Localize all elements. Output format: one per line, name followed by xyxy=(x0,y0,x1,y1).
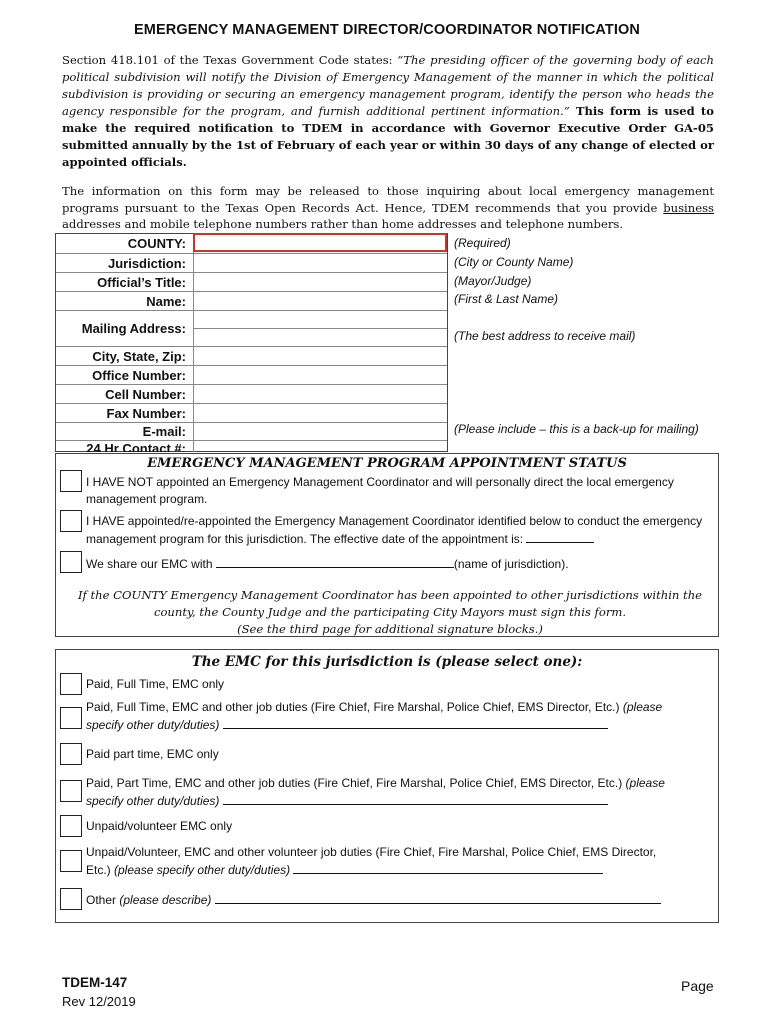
hint-county: (Required) xyxy=(454,236,511,250)
field-row-jurisdiction xyxy=(56,253,447,272)
intro-quote: “The presiding officer of the governing body of each political subdivision will notify the Division of Emergency Management of the manner in which the political subdivision is providing or securing an emergency management program, identify the person who heads the agency responsible for the program, and furnish additional pertinent information.” xyxy=(62,53,715,118)
office-number-input[interactable] xyxy=(193,366,447,384)
other-label xyxy=(86,891,716,909)
opt4-duties-line[interactable] xyxy=(223,792,608,805)
field-label: Office Number: xyxy=(92,368,186,383)
county-note-line2: county, the County Judge and the participating City Mayors must sign this form. xyxy=(153,605,627,619)
not-appointed-checkbox[interactable] xyxy=(60,470,82,492)
shared-emc-label xyxy=(86,555,711,573)
fax-number-input[interactable] xyxy=(193,404,447,422)
intro-lead: Section 418.101 of the Texas Government Code states: xyxy=(62,53,398,67)
records-paragraph xyxy=(62,183,714,233)
shared-emc-suffix: (name of jurisdiction). xyxy=(453,557,569,571)
form-title: EMERGENCY MANAGEMENT DIRECTOR/COORDINATOR NOTIFICATION xyxy=(134,22,640,38)
opt4-specify: specify other duty/duties) xyxy=(86,794,220,808)
revision-date: Rev 12/2019 xyxy=(62,994,136,1009)
hint-mailing: (The best address to receive mail) xyxy=(454,329,636,343)
effective-date-line[interactable] xyxy=(526,530,594,543)
field-row-name xyxy=(56,291,447,310)
shared-jurisdiction-line[interactable] xyxy=(216,555,454,568)
opt4-text: Paid, Part Time, EMC and other job duties (Fire Chief, Fire Marshal, Police Chief, EMS Director, Etc.) xyxy=(86,776,623,790)
field-label: COUNTY: xyxy=(127,236,186,251)
hint-jurisdiction: (City or County Name) xyxy=(454,255,574,269)
paid-parttime-duties-label xyxy=(86,775,716,810)
field-label: City, State, Zip: xyxy=(92,349,186,364)
paid-parttime-label: Paid part time, EMC only xyxy=(86,747,219,761)
field-label: E-mail: xyxy=(142,424,186,439)
not-appointed-label: I HAVE NOT appointed an Emergency Management Coordinator and will personally direct the local emergency management program. xyxy=(86,475,674,506)
hint-email: (Please include – this is a back-up for mailing) xyxy=(454,422,699,436)
records-text-a: The information on this form may be released to those inquiring about local emergency management programs pursuant to the Texas Open Records Act. Hence, TDEM recommends that you provide xyxy=(62,184,714,215)
jurisdiction-input[interactable] xyxy=(193,254,447,272)
other-describe-line[interactable] xyxy=(215,891,661,904)
paid-parttime-duties-checkbox[interactable] xyxy=(60,780,82,802)
hint-name: (First & Last Name) xyxy=(454,292,559,306)
mailing-address-input[interactable] xyxy=(193,311,447,346)
field-row-24hr xyxy=(56,440,447,452)
other-checkbox[interactable] xyxy=(60,888,82,910)
shared-emc-text: We share our EMC with xyxy=(86,557,213,571)
field-label: Mailing Address: xyxy=(81,321,186,336)
field-label: Fax Number: xyxy=(106,406,186,421)
official-title-input[interactable] xyxy=(193,273,447,291)
paid-fulltime-duties-checkbox[interactable] xyxy=(60,707,82,729)
opt7-describe: (please describe) xyxy=(119,893,212,907)
unpaid-duties-checkbox[interactable] xyxy=(60,850,82,872)
paid-parttime-checkbox[interactable] xyxy=(60,743,82,765)
intro-paragraph xyxy=(62,52,714,171)
field-label: Cell Number: xyxy=(105,387,186,402)
field-row-email xyxy=(56,422,447,440)
appointed-text: I HAVE appointed/re-appointed the Emergency Management Coordinator identified below to conduct the emergency management program for this jurisdiction. The effective date of the appointment is: xyxy=(86,514,703,546)
unpaid-checkbox[interactable] xyxy=(60,815,82,837)
official-info-table xyxy=(55,233,448,452)
field-label: Name: xyxy=(146,294,186,309)
county-input-focus[interactable] xyxy=(193,233,447,252)
email-input[interactable] xyxy=(193,423,447,440)
paid-fulltime-checkbox[interactable] xyxy=(60,673,82,695)
field-row-office xyxy=(56,365,447,384)
opt2-specify: specify other duty/duties) xyxy=(86,718,220,732)
field-row-city xyxy=(56,346,447,365)
field-label: 24 Hr Contact #: xyxy=(86,441,186,452)
appointment-heading: EMERGENCY MANAGEMENT PROGRAM APPOINTMENT STATUS xyxy=(147,456,627,471)
opt6-etc: Etc.) xyxy=(86,863,111,877)
opt4-please: (please xyxy=(625,776,665,790)
opt2-please: (please xyxy=(622,700,663,714)
appointed-checkbox[interactable] xyxy=(60,510,82,532)
unpaid-label: Unpaid/volunteer EMC only xyxy=(86,819,233,833)
city-state-zip-input[interactable] xyxy=(193,347,447,365)
opt2-duties-line[interactable] xyxy=(223,716,608,729)
field-label: Jurisdiction: xyxy=(107,256,186,271)
paid-fulltime-label: Paid, Full Time, EMC only xyxy=(86,677,225,691)
field-row-mailing xyxy=(56,310,447,346)
field-row-cell xyxy=(56,384,447,403)
county-note-line1: If the COUNTY Emergency Management Coordinator has been appointed to other jurisdictions within the xyxy=(77,588,703,602)
form-number: TDEM-147 xyxy=(62,975,128,990)
opt6-specify: (please specify other duty/duties) xyxy=(114,863,291,877)
opt6-duties-line[interactable] xyxy=(293,861,603,874)
shared-emc-checkbox[interactable] xyxy=(60,551,82,573)
field-row-fax xyxy=(56,403,447,422)
records-text-b: addresses and mobile telephone numbers rather than home addresses and telephone numbers. xyxy=(62,217,624,231)
page-label: Page xyxy=(681,978,714,994)
field-label: Official’s Title: xyxy=(97,275,186,290)
emc-type-heading: The EMC for this jurisdiction is (please select one): xyxy=(191,654,583,670)
contact-24hr-input[interactable] xyxy=(193,441,447,452)
paid-fulltime-duties-label xyxy=(86,699,716,734)
opt2-text: Paid, Full Time, EMC and other job duties (Fire Chief, Fire Marshal, Police Chief, EMS Director, Etc.) xyxy=(86,700,620,714)
county-note-line3: (See the third page for additional signature blocks.) xyxy=(237,622,543,636)
intro-bold: This form is used to make the required notification to TDEM in accordance with Governor Executive Order GA-05 submitted annually by the 1st of February of each year or within 30 days of any change of elected or appointed officials. xyxy=(62,104,714,169)
appointed-label xyxy=(86,513,711,548)
opt7-other: Other xyxy=(86,893,117,907)
hint-title: (Mayor/Judge) xyxy=(454,274,532,288)
records-text-business: business xyxy=(663,200,714,215)
cell-number-input[interactable] xyxy=(193,385,447,403)
name-input[interactable] xyxy=(193,292,447,310)
opt6-text: Unpaid/Volunteer, EMC and other volunteer job duties (Fire Chief, Fire Marshal, Police Chief, EMS Director, xyxy=(86,845,657,859)
field-row-title xyxy=(56,272,447,291)
unpaid-duties-label xyxy=(86,844,716,879)
